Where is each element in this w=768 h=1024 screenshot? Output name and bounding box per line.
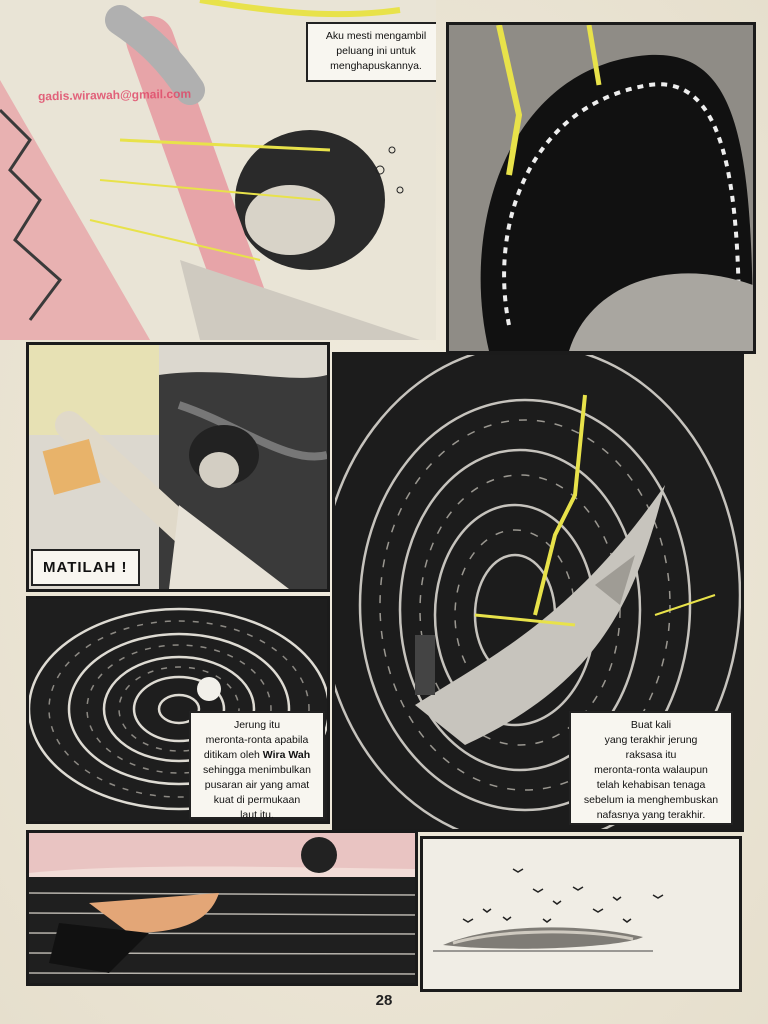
caption-whirlpool (189, 711, 325, 819)
panel-warrior-torch (26, 342, 330, 592)
caption-whirlpool-name: Wira Wah (262, 749, 311, 761)
shout-matilah: MATILAH ! (31, 549, 140, 586)
panel-dead-shark-birds (420, 836, 742, 992)
panel-shark-whirlpool (332, 352, 744, 832)
panel-whirlpool (26, 596, 330, 824)
shark-jaws-illustration (449, 25, 753, 351)
caption-whirlpool-text-1: Jerung itu meronta-ronta apabila ditikam oleh (203, 719, 309, 761)
panel-sunset-boat (26, 830, 418, 986)
caption-whirlpool-text-2: sehingga menimbulkan pusaran air yang amat kuat di permukaan laut itu. (203, 764, 311, 821)
caption-shark-last-struggle: Buat kali yang terakhir jerung raksasa itu meronta-ronta walaupun telah kehabisan tenaga sebelum ia menghembuskan nafasnya yang terakhir. (569, 711, 733, 825)
dead-shark-birds-illustration (423, 839, 739, 989)
page-number: 28 (375, 992, 393, 1009)
caption-take-chance: Aku mesti mengambil peluang ini untuk menghapuskannya. (306, 22, 436, 82)
panel-shark-jaws (446, 22, 756, 354)
watermark-email: gadis.wirawah@gmail.com (37, 86, 192, 104)
panel-warrior-strike (0, 0, 436, 340)
sunset-boat-illustration (29, 833, 415, 983)
